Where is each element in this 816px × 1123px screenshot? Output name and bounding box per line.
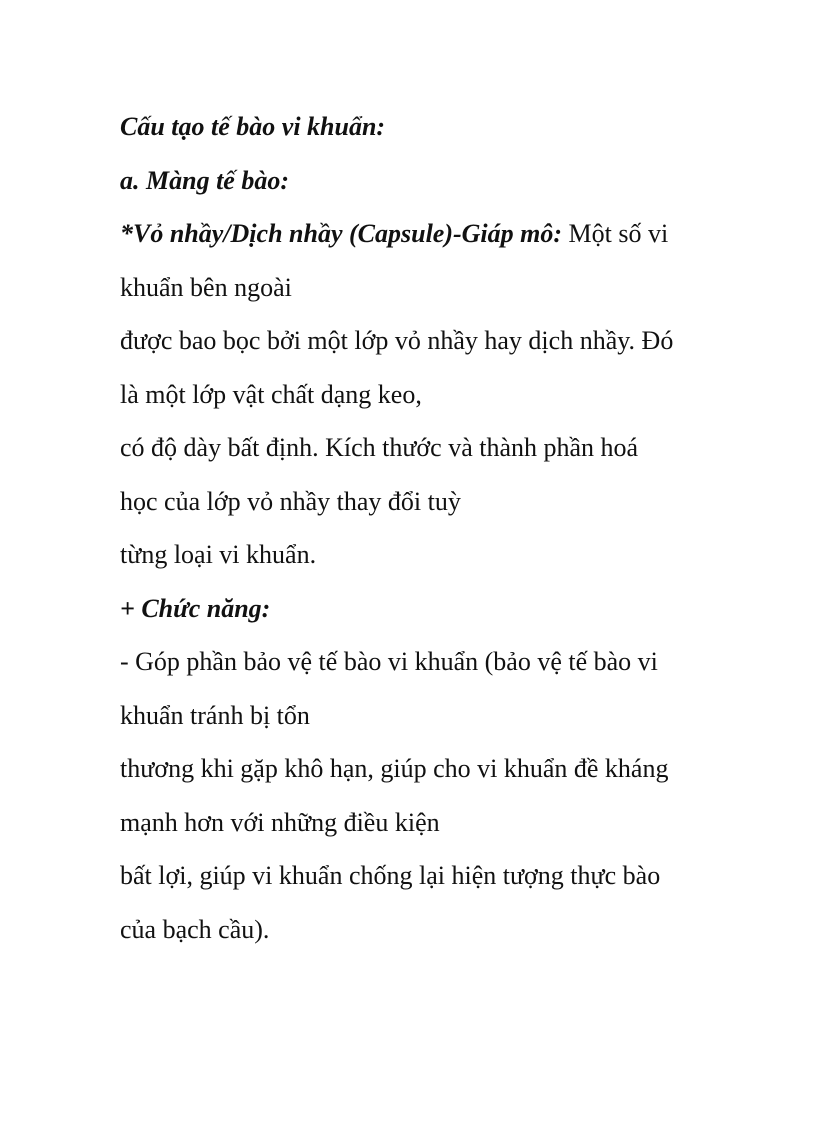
function-text-line: thương khi gặp khô hạn, giúp cho vi khuẩn đề kháng [120,754,669,783]
function-text-line: của bạch cầu). [120,914,270,944]
capsule-text-start: Một số vi [562,219,669,248]
document-body [120,100,720,956]
capsule-heading: *Vỏ nhầy/Dịch nhầy (Capsule)-Giáp mô: [120,219,563,248]
function-text-line: - Góp phần bảo vệ tế bào vi khuẩn (bảo vệ tế bào vi [120,647,658,676]
capsule-text-line: học của lớp vỏ nhầy thay đổi tuỳ [120,486,461,516]
capsule-text-line: được bao bọc bởi một lớp vỏ nhầy hay dịch nhầy. Đó [120,326,674,355]
function-text-line: khuẩn tránh bị tổn [120,700,310,730]
section-heading-cell-membrane: a. Màng tế bào: [120,165,289,195]
capsule-text-line: có độ dày bất định. Kích thước và thành phần hoá [120,433,639,462]
capsule-text-line: khuẩn bên ngoài [120,272,292,302]
capsule-text-line: từng loại vi khuẩn. [120,540,317,569]
capsule-text-line: là một lớp vật chất dạng keo, [120,379,422,409]
capsule-paragraph-line [120,207,720,261]
function-text-line: bất lợi, giúp vi khuẩn chống lại hiện tượng thực bào [120,861,661,890]
function-text-line: mạnh hơn với những điều kiện [120,807,440,837]
function-heading: + Chức năng: [120,593,271,623]
document-title: Cấu tạo tế bào vi khuẩn: [120,112,386,141]
